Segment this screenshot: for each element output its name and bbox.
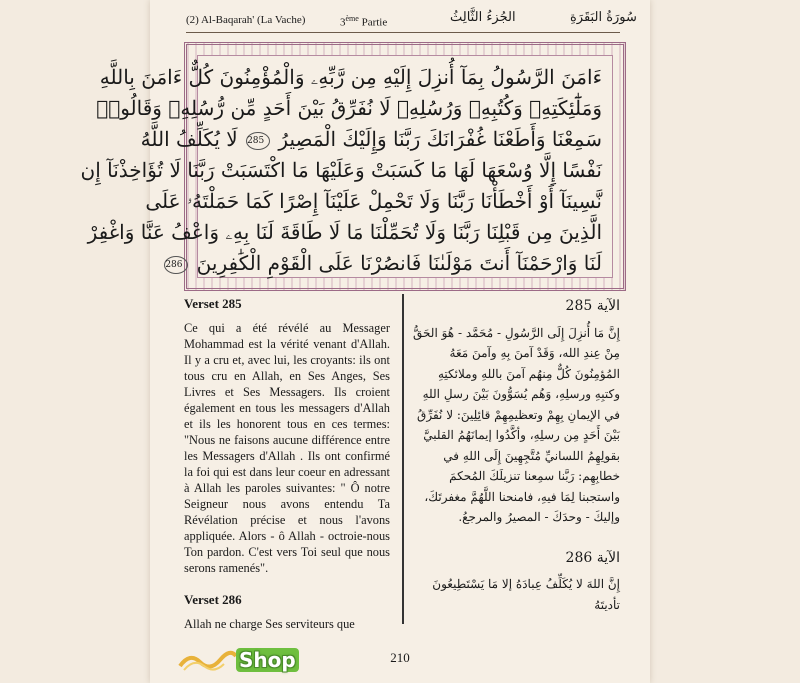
quran-line-3: سَمِعْنَا وَأَطَعْنَا غُفْرَانَكَ رَبَّنَا وَإِلَيْكَ الْمَصِيرُ 285 لَا يُكَلِّفُ اللَّهُ	[140, 127, 602, 151]
running-header	[150, 0, 650, 34]
quran-line-5: نَّسِينَآ أَوْ أَخْطَأْنَا رَبَّنَا وَلَا تَحْمِلْ عَلَيْنَآ إِصْرًا كَمَا حَمَلْتَهُۥ عَلَى	[145, 189, 602, 213]
ayah-286-text: إِنَّ اللهَ لا يُكَلِّفُ عِبادَهُ إلا مَا يَسْتَطِيعُونَ تأديتَهُ	[432, 577, 620, 612]
column-divider	[402, 294, 404, 624]
surah-name-french: (2) Al-Baqarah' (La Vache)	[186, 14, 306, 26]
quran-frame	[80, 42, 626, 291]
ayah-marker-285: 285	[246, 132, 270, 150]
quran-line-7: لَنَا وَارْحَمْنَآ أَنتَ مَوْلَىٰنَا فَانصُرْنَا عَلَى الْقَوْمِ الْكَٰفِرِينَ 286	[165, 251, 602, 275]
swoosh-icon	[178, 644, 238, 674]
surah-name-arabic: سُورَةُ البَقَرَةِ	[570, 10, 637, 25]
arabic-column	[412, 294, 620, 615]
part-label-arabic: الجُزءُ الثَّالِثُ	[450, 10, 516, 25]
quran-text-block	[80, 55, 613, 278]
quran-line-2: وَمَلَٰٓئِكَتِهِۦ وَكُتُبِهِۦ وَرُسُلِهِۦ لَا نُفَرِّقُ بَيْنَ أَحَدٍ مِّن رُّسُلِهِۦ وَقَالُوا۟	[96, 96, 602, 120]
ayah-285-label: الآية 285	[565, 298, 620, 314]
verset-285-text: Ce qui a été révélé au Messager Mohammad est la vérité venant d'Allah. Il y a cru et, avec lui, les croyants: ils ont tous cru en Allah, en Ses Anges, Ses Livres et Ses Messagers. Ils croient également en tous les messagers d'Allah et ils les honorent tous en ces termes: "Nous ne faisons aucune différence entre les Messagers d'Allah . Ils ont confirmé la foi qui est dans leur coeur en adressant à Allah les paroles suivantes: " Ô notre Seigneur nous avons entendu Ta Révélation précise et nous l'avons appliquée. Alors - ô Allah - octroie-nous Ton pardon. C'est vers Toi seul que nous serons ramenés".	[184, 321, 390, 575]
part-label-french: 3ème Partie	[340, 14, 388, 29]
quran-line-4: نَفْسًا إِلَّا وُسْعَهَا لَهَا مَا كَسَبَتْ وَعَلَيْهَا مَا اكْتَسَبَتْ رَبَّنَا لَا تُؤَاخِذْنَآ إِن	[80, 158, 602, 182]
ayah-286-label: الآية 286	[565, 549, 620, 566]
verset-286-text: Allah ne charge Ses serviteurs que	[184, 617, 355, 631]
french-column	[184, 294, 390, 632]
ayah-marker-286: 286	[164, 256, 188, 274]
commentary-columns	[184, 294, 620, 644]
ayah-285-text: إِنَّ مَا أُنزِلَ إِلَى الرَّسُولِ - مُحَمَّد - هُوَ الحَقُّ مِنْ عِندِ الله، وَقَدْ آمنَ بِهِ وآمنَ مَعَهُ المُؤمِنُونَ كُلٌّ مِنهُم آمنَ باللهِ وملائكتِهِ وكتبِهِ ورسلِهِ، وَهُم يُسَوُّونَ بَيْنَ رسلِ اللهِ في الإيمانِ بِهِمْ وتعظيمِهِمْ قائِلِينَ: لا نُفَرِّقُ بَيْنَ أَحَدٍ مِن رسلِهِ، وأكَّدُوا إيمانَهُمُ القلبيَّ بقولِهِمُ اللسانيِّ مُتَّجِهِينَ إِلَى اللهِ في خطابِهِم: رَبَّنا سمِعنا تنزيلَكَ المُحكمَ واستجبنا لِمَا فيهِ، فامنحنا اللَّهُمَّ مغفرتَكَ، وإليكَ - وحدَكَ - المصيرُ والمرجعُ.	[413, 325, 620, 524]
quran-line-1: ءَامَنَ الرَّسُولُ بِمَآ أُنزِلَ إِلَيْهِ مِن رَّبِّهِۦ وَالْمُؤْمِنُونَ كُلٌّ ءَامَنَ بِاللَّهِ	[99, 65, 602, 89]
verset-285-title: Verset 285	[184, 296, 242, 311]
verset-286-title: Verset 286	[184, 592, 242, 607]
page-number: 210	[390, 650, 410, 665]
header-rule	[186, 32, 620, 33]
shop-logo	[178, 644, 298, 674]
quran-line-6: الَّذِينَ مِن قَبْلِنَا رَبَّنَا وَلَا تُحَمِّلْنَا مَا لَا طَاقَةَ لَنَا بِهِۦ وَاعْفُ عَنَّا وَاغْفِرْ	[87, 220, 602, 244]
book-page	[80, 0, 650, 683]
shop-logo-text: Shop	[236, 648, 299, 672]
